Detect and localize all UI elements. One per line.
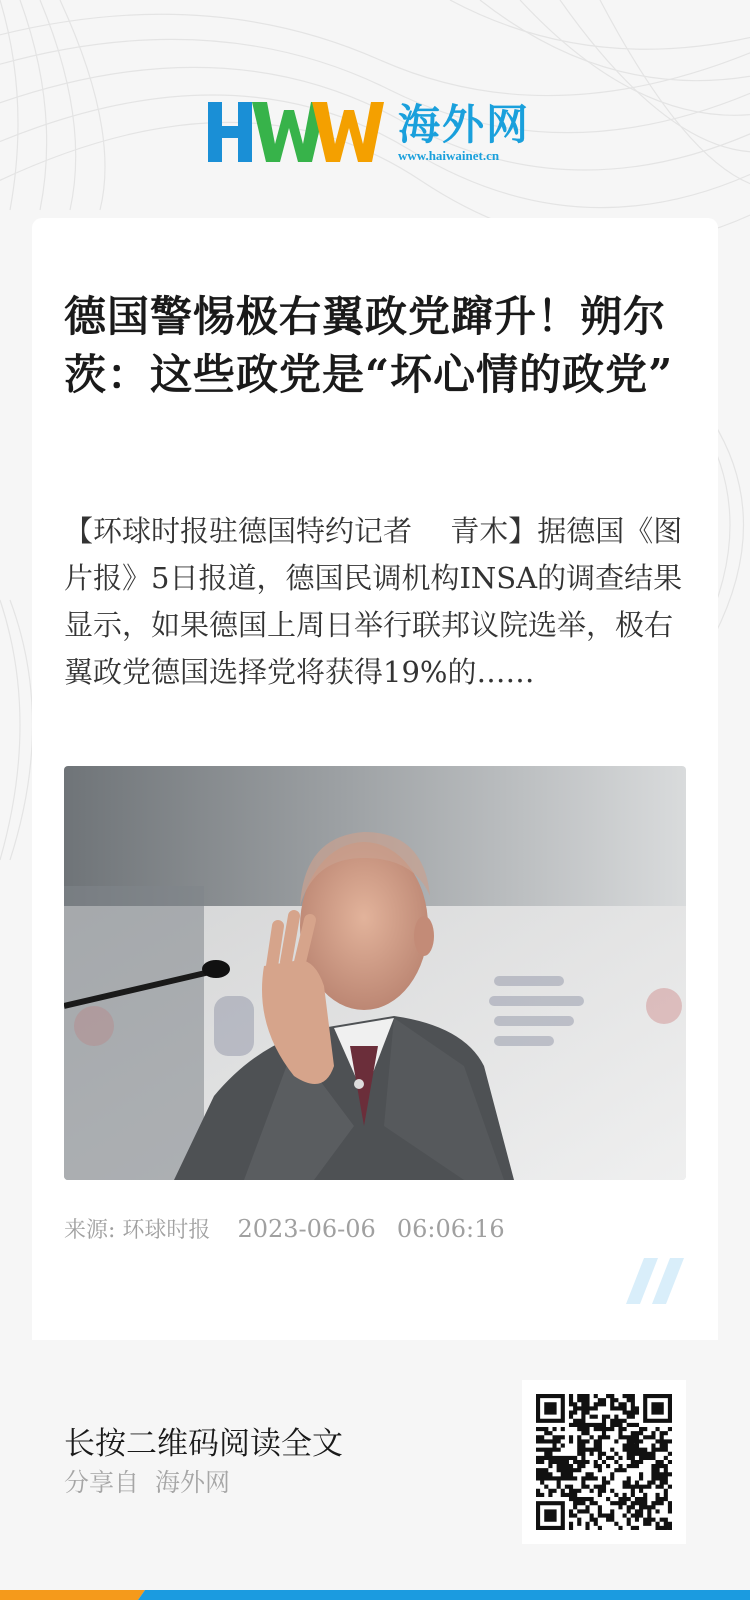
qr-call-to-action: 长按二维码阅读全文	[64, 1426, 343, 1462]
source-label: 来源:	[64, 1218, 116, 1243]
logo-chinese-text: 海外网	[398, 100, 531, 149]
article-summary: 【环球时报驻德国特约记者 青木】据德国《图片报》5日报道，德国民调机构INSA的调查结果显示，如果德国上周日举行联邦议院选举，极右翼政党德国选择党将获得19%的……	[64, 514, 683, 689]
article-card	[32, 218, 718, 1340]
share-label: 分享自	[64, 1468, 140, 1497]
share-source	[64, 1466, 246, 1500]
article-photo	[64, 766, 686, 1180]
hww-logo-icon	[208, 100, 384, 166]
site-logo	[208, 100, 543, 166]
decorative-slash-icon	[626, 1258, 686, 1304]
speaker-photo-icon	[64, 766, 686, 1180]
logo-url: www.haiwainet.cn	[398, 148, 500, 163]
article-meta	[64, 1214, 505, 1246]
share-footer	[0, 1340, 750, 1590]
qr-code[interactable]	[522, 1380, 686, 1544]
source-name: 环球时报	[122, 1218, 211, 1243]
share-site: 海外网	[155, 1468, 231, 1497]
brand-bottom-bar	[0, 1590, 750, 1600]
publish-time: 06:06:16	[396, 1215, 505, 1243]
qr-code-icon	[536, 1394, 672, 1530]
article-headline: 德国警惕极右翼政党蹿升！朔尔茨：这些政党是“坏心情的政党”	[64, 292, 674, 399]
publish-date: 2023-06-06	[237, 1215, 376, 1243]
